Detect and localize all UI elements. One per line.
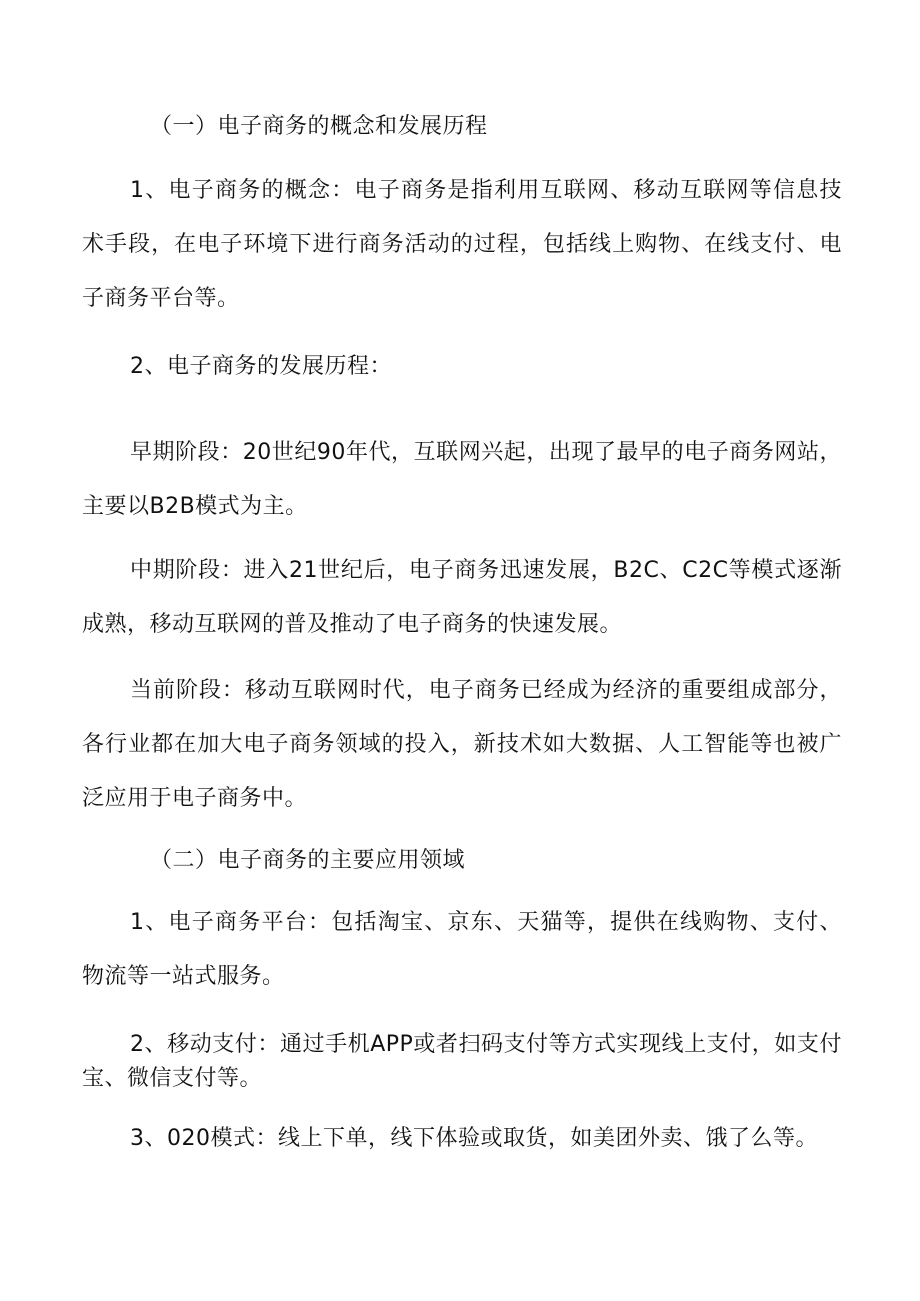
paragraph-line: 子商务平台等。 [82,286,240,311]
paragraph-line: 3、020模式：线上下单，线下体验或取货，如美团外卖、饿了么等。 [130,1126,818,1151]
paragraph-line: 2、移动支付：通过手机APP或者扫码支付等方式实现线上支付，如支付 [130,1032,842,1057]
paragraph-line: 主要以B2B模式为主。 [82,494,308,519]
paragraph-line: 中期阶段：进入21世纪后，电子商务迅速发展，B2C、C2C等模式逐渐 [130,558,842,583]
section-heading-1: （一）电子商务的概念和发展历程 [150,114,488,139]
paragraph-line: 物流等一站式服务。 [82,964,285,989]
section-heading-2: （二）电子商务的主要应用领域 [150,848,466,873]
paragraph-line: 泛应用于电子商务中。 [82,786,308,811]
paragraph-line: 术手段，在电子环境下进行商务活动的过程，包括线上购物、在线支付、电 [82,232,842,257]
paragraph-line: 各行业都在加大电子商务领域的投入，新技术如大数据、人工智能等也被广 [82,732,842,757]
paragraph-line: 宝、微信支付等。 [82,1066,263,1091]
paragraph-line: 当前阶段：移动互联网时代，电子商务已经成为经济的重要组成部分， [130,678,842,703]
paragraph-line: 2、电子商务的发展历程： [130,354,392,379]
paragraph-line: 早期阶段：20世纪90年代，互联网兴起，出现了最早的电子商务网站， [130,440,842,465]
paragraph-line: 1、电子商务平台：包括淘宝、京东、天猫等，提供在线购物、支付、 [130,910,842,935]
paragraph-line: 1、电子商务的概念：电子商务是指利用互联网、移动互联网等信息技 [130,178,842,203]
paragraph-line: 成熟，移动互联网的普及推动了电子商务的快速发展。 [82,612,623,637]
